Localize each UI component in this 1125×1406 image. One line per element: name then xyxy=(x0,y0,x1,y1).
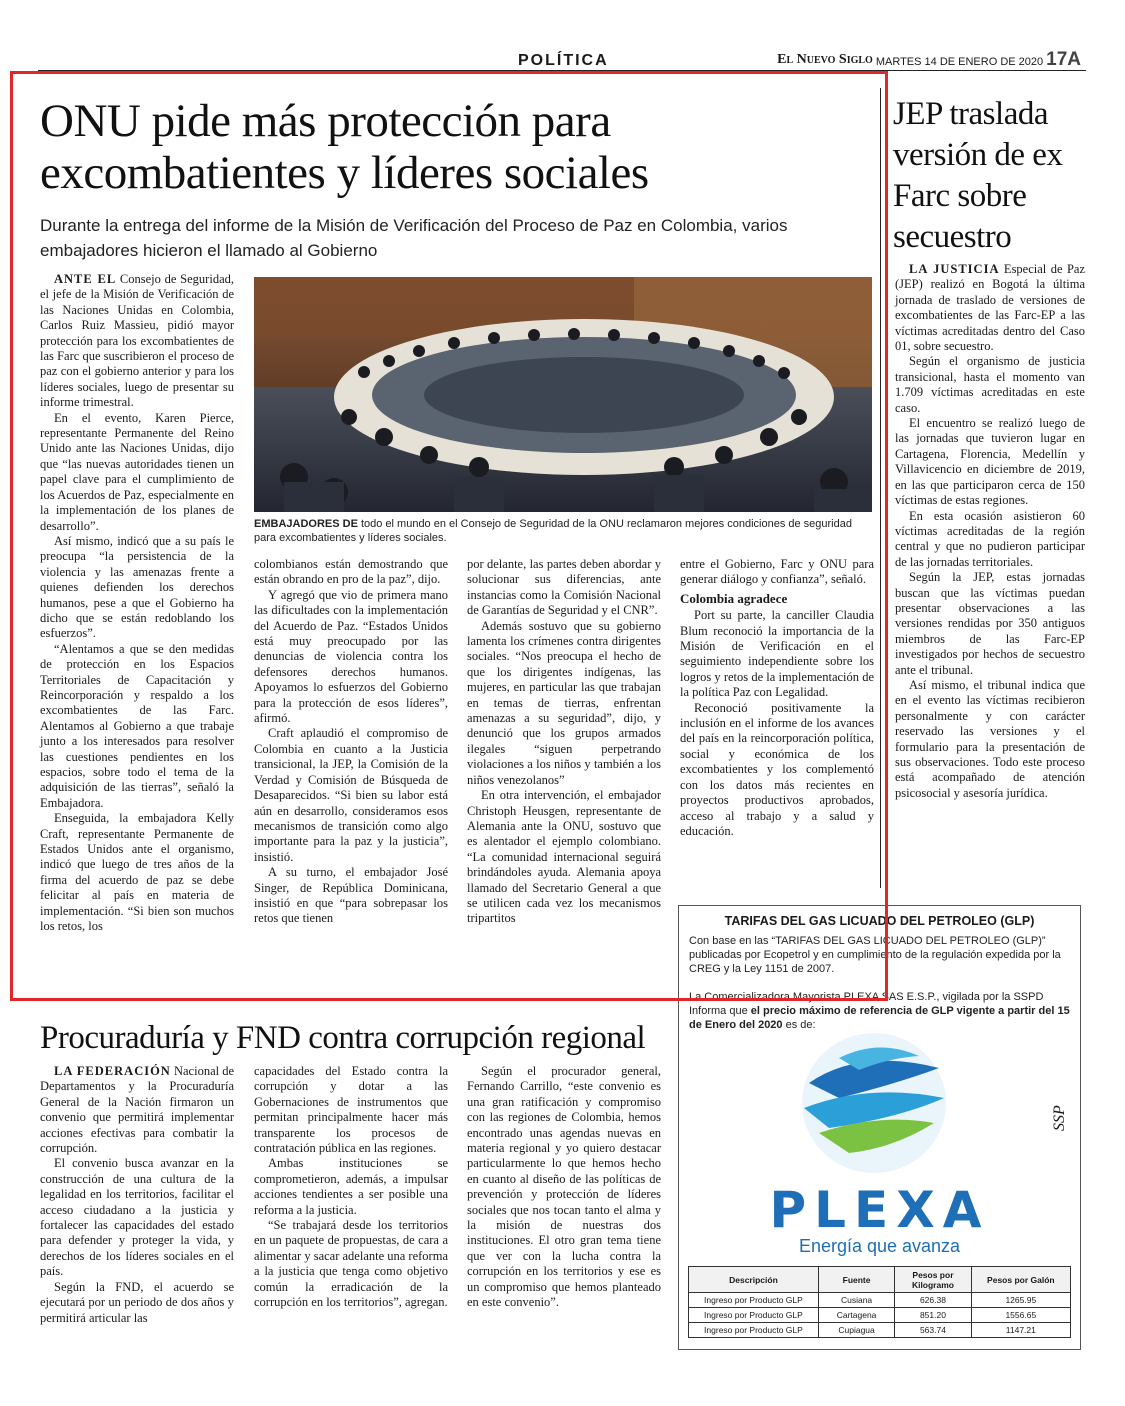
tariff-table xyxy=(688,1266,1071,1338)
paragraph: En el evento, Karen Pierce, representante Permanente del Reino Unido ante las Naciones Unidas, dijo que “las nuevas autoridades tienen un papel clave para el cumplimiento de los Acuerdos de Paz, especialmente en la implementación de los planes de desarrollo”. xyxy=(40,410,234,533)
table-cell: Ingreso por Producto GLP xyxy=(689,1308,819,1323)
bottom-column-3 xyxy=(467,1064,661,1311)
paragraph: Además sostuvo que su gobierno lamenta los crímenes contra dirigentes sociales. “Nos preocupa el hecho de que los dirigentes indígenas, las mujeres, en particular las que trabajan en temas de tierras, enfrentan amenazas a su seguridad”, dijo, y denunció que los grupos armados ilegales “siguen perpetrando violaciones a los niños y también a los niños venezolanos” xyxy=(467,618,661,787)
paragraph: ANTE EL Consejo de Seguridad, el jefe de la Misión de Verificación de las Naciones Unidas en Colombia, Carlos Ruiz Massieu, pidió mayor protección para los excombatientes de las Farc que suscribieron el proceso de paz con el gobierno anterior y para los líderes sociales, luego de presentar su informe trimestral. xyxy=(40,272,234,410)
paragraph: En otra intervención, el embajador Christoph Heusgen, representante de Alemania ante la ONU, sostuvo que es alentador el ejemplo colombiano. “La comunidad internacional seguirá brindándoles ayuda. Alemania apoya llamado del Secretario General a que se utilicen cada vez los mecanismos tripartitos xyxy=(467,788,661,926)
table-cell: 1265.95 xyxy=(971,1293,1070,1308)
section-label: POLÍTICA xyxy=(518,52,609,69)
paragraph: En esta ocasión asistieron 60 víctimas acreditadas de la región central y que no pudieron participar de las jornadas territoriales. xyxy=(895,508,1085,569)
table-cell: 851.20 xyxy=(895,1308,971,1323)
main-headline: ONU pide más protección para excombatientes y líderes sociales xyxy=(40,95,649,199)
paragraph: El convenio busca avanzar en la construcción de una cultura de la legalidad en los territorios, facilitar el acceso ciudadano a la justicia y fortalecer las capacidades del estado para defender y proteger la vida, y derechos de los líderes sociales en el país. xyxy=(40,1156,234,1279)
paragraph: Craft aplaudió el compromiso de Colombia en cuanto a la Justicia transicional, la JEP, la Comisión de la Verdad y Comisión de Búsqueda de Desaparecidos. “Si bien su labor está aún en desarrollo, consideramos esos mecanismos de transición como algo importante para la paz y la justicia”, insistió. xyxy=(254,726,448,864)
paragraph: El encuentro se realizó luego de las jornadas que tuvieron lugar en Cartagena, Florencia, Medellín y Villavicencio en diciembre de 2019, en las que participaron cerca de 150 víctimas de estas regiones. xyxy=(895,416,1085,508)
issue-date: MARTES 14 DE ENERO DE 2020 xyxy=(875,56,1044,68)
table-row xyxy=(689,1323,1071,1338)
photo-caption: EMBAJADORES DE todo el mundo en el Consejo de Seguridad de la ONU reclamaron mejores condiciones de seguridad para excombatientes y líderes sociales. xyxy=(254,518,852,544)
security-council-photo xyxy=(254,277,872,512)
paragraph: Así mismo, el tribunal indica que en el evento las víctimas recibieron personalmente y con carácter reservado las versiones y el formulario para la presentación de sus observaciones. Todo este proceso está acompañado de atención psicosocial y asesoría jurídica. xyxy=(895,677,1085,800)
paragraph: Según la FND, el acuerdo se ejecutará por un periodo de dos años y permitirá articular las xyxy=(40,1279,234,1325)
ssp-logo-icon: SSP xyxy=(1051,1105,1068,1131)
table-row xyxy=(689,1293,1071,1308)
caption-lead: EMBAJADORES DE xyxy=(254,518,358,530)
bottom-headline: Procuraduría y FND contra corrupción regional xyxy=(40,1020,646,1056)
table-header: Pesos por Kilogramo xyxy=(895,1267,971,1293)
side-headline: JEP traslada versión de ex Farc sobre secuestro xyxy=(893,96,1063,255)
table-cell: 563.74 xyxy=(895,1323,971,1338)
side-column xyxy=(895,262,1085,801)
paragraph: por delante, las partes deben abordar y solucionar sus diferencias, ante instancias como la Comisión Nacional de Garantías de Seguridad y el CNR”. xyxy=(467,557,661,618)
paragraph: Y agregó que vio de primera mano las dificultades con la implementación del Acuerdo de Paz. “Estados Unidos está muy preocupado por las denuncias de violencia contra los defensores derechos humanos. Apoyamos lo esfuerzos del Gobierno para la protección de esos líderes”, afirmó. xyxy=(254,587,448,726)
lead-in: LA JUSTICIA xyxy=(909,262,1000,276)
paragraph: Según el procurador general, Fernando Carrillo, “este convenio es una gran ratificación y compromiso con las regiones de Colombia, hemos encontrado unas agendas nuevas en materia regional y yo quiero destacar particularmente lo que hemos hecho en cuanto al diseño de las políticas de prevención y protección de líderes sociales que nos tocan tanto el alma y la misión de nuestras dos instituciones. El otro gran tema tiene que ver con la lucha contra la corrupción en los territorios y ese es un compromiso que hemos planteado en este convenio”. xyxy=(467,1064,661,1310)
table-cell: 1556.65 xyxy=(971,1308,1070,1323)
paragraph: “Se trabajará desde los territorios en un paquete de propuestas, de cara a alimentar y sacar adelante una reforma a la justicia que tenga como objetivo común la erradicación de la corrupción en los territorios”, agregan. xyxy=(254,1218,448,1310)
ad-paragraph: La Comercializadora Mayorista PLEXA SAS E.S.P., vigilada por la SSPD Informa que el precio máximo de referencia de GLP vigente a partir del 15 de Enero del 2020 es de: xyxy=(689,991,1070,1031)
table-header: Fuente xyxy=(818,1267,894,1293)
paragraph: colombianos están demostrando que están obrando en pro de la paz”, dijo. xyxy=(254,557,448,587)
table-row xyxy=(689,1308,1071,1323)
bottom-column-1 xyxy=(40,1064,234,1326)
header-rule xyxy=(38,70,1086,71)
masthead xyxy=(777,49,1081,70)
paragraph: “Alentamos a que se den medidas de protección en los Espacios Territoriales de Capacitación y Reincorporación y respaldo a los excombatientes de las Farc. Alentamos al Gobierno a que trabaje junto a los interesados para resolver las cuestiones pendientes en los espacios, sobre todo el tema de la adquisición de las tierras”, señaló la Embajadora. xyxy=(40,641,234,810)
page-number: 17A xyxy=(1046,49,1081,70)
main-column-4 xyxy=(680,557,874,839)
paragraph: Así mismo, indicó que a su país le preocupa “la persistencia de la violencia y las amenazas frente a quienes defienden los derechos humanos, pese a que el Gobierno ha dicho que se están redoblando los esfuerzos”. xyxy=(40,533,234,641)
plexa-logo-icon xyxy=(769,1028,979,1178)
subheading: Colombia agradece xyxy=(680,590,788,606)
table-header-row xyxy=(689,1267,1071,1293)
lead-in: LA FEDERACIÓN xyxy=(54,1064,171,1078)
ad-slogan: Energía que avanza xyxy=(798,1236,961,1256)
paragraph: entre el Gobierno, Farc y ONU para generar diálogo y confianza”, señaló. xyxy=(680,557,874,587)
paragraph: A su turno, el embajador José Singer, de República Dominicana, insistió en que “para sobrepasar los retos que tienen xyxy=(254,865,448,926)
lead-in: ANTE EL xyxy=(54,272,117,286)
newspaper-name: El Nuevo Siglo xyxy=(777,52,873,67)
table-cell: Cupiagua xyxy=(818,1323,894,1338)
table-cell: Cusiana xyxy=(818,1293,894,1308)
main-column-3 xyxy=(467,557,661,927)
bottom-column-2 xyxy=(254,1064,448,1311)
paragraph: Reconoció positivamente la inclusión en el informe de los avances del país en la reincorporación política, social y económica de los excombatientes y los complementó con los datos más recientes en proyectos productivos aprobados, acceso al trabajo y a salud y educación. xyxy=(680,700,874,838)
column-rule xyxy=(880,88,881,888)
photo-illustration xyxy=(254,277,872,512)
glp-tariff-ad xyxy=(678,905,1081,1350)
table-header: Pesos por Galón xyxy=(971,1267,1070,1293)
paragraph: Ambas instituciones se comprometieron, además, a impulsar acciones tendientes a ser posible una reforma a la justicia. xyxy=(254,1156,448,1217)
table-cell: Ingreso por Producto GLP xyxy=(689,1323,819,1338)
ad-title: TARIFAS DEL GAS LICUADO DEL PETROLEO (GLP) xyxy=(724,914,1035,928)
table-cell: 626.38 xyxy=(895,1293,971,1308)
ad-paragraph: Con base en las “TARIFAS DEL GAS LICUADO DEL PETROLEO (GLP)” publicadas por Ecopetrol y en cumplimiento de la regulación expedida por la CREG y la Ley 1151 de 2007. xyxy=(689,935,1061,975)
main-column-2 xyxy=(254,557,448,927)
paragraph: Enseguida, la embajadora Kelly Craft, representante Permanente de Estados Unidos ante el organismo, indicó que luego de tres años de la firma del acuerdo de paz se debe felicitar al país en materia de implementación. “Si bien son muchos los retos, los xyxy=(40,811,234,934)
paragraph: capacidades del Estado contra la corrupción y dotar a las Gobernaciones de instrumentos que permitan principalmente hacer más transparente los procesos de contratación pública en las regiones. xyxy=(254,1064,448,1156)
table-cell: Cartagena xyxy=(818,1308,894,1323)
paragraph: Port su parte, la canciller Claudia Blum reconoció la importancia de la Misión de Verificación en el seguimiento independiente sobre los logros y retos de la implementación de la política Paz con Legalidad. xyxy=(680,608,874,700)
table-cell: 1147.21 xyxy=(971,1323,1070,1338)
table-header: Descripción xyxy=(689,1267,819,1293)
paragraph: Según la JEP, estas jornadas buscan que las víctimas puedan presentar observaciones a las versiones rendidas por 350 antiguos miembros de las Farc-EP investigados por hechos de secuestro ante el tribunal. xyxy=(895,570,1085,677)
paragraph: LA JUSTICIA Especial de Paz (JEP) realizó en Bogotá la última jornada de traslado de versiones de excombatientes de las Farc-EP a las víctimas acreditadas dentro del Caso 01, sobre secuestro. xyxy=(895,262,1086,354)
paragraph: Según el organismo de justicia transicional, hasta el momento van 1.709 víctimas acreditadas en este caso. xyxy=(895,354,1085,415)
table-cell: Ingreso por Producto GLP xyxy=(689,1293,819,1308)
main-column-1 xyxy=(40,272,234,934)
ad-brand: PLEXA xyxy=(769,1181,990,1239)
paragraph: LA FEDERACIÓN Nacional de Departamentos y la Procuraduría General de la Nación firmaron un convenio que permitirá implementar acciones efectivas para combatir la corrupción. xyxy=(40,1064,235,1156)
main-deck: Durante la entrega del informe de la Misión de Verificación del Proceso de Paz en Colombia, varios embajadores hicieron el llamado al Gobierno xyxy=(40,216,788,260)
